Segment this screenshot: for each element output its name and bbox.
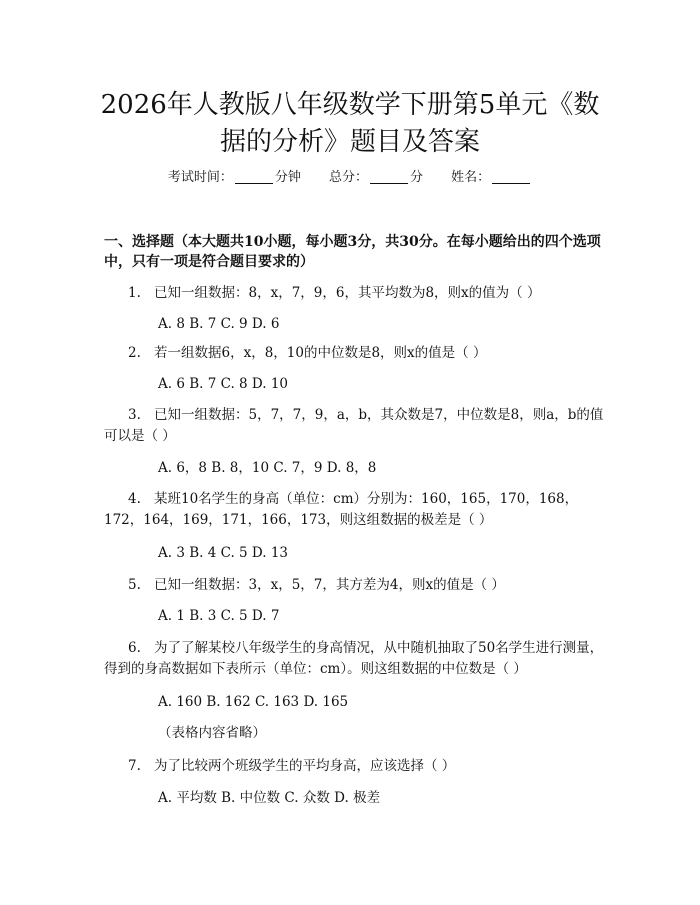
exam-meta xyxy=(0,168,700,188)
question-number: 7. xyxy=(128,758,141,774)
exam-title-line2: 据的分析》题目及答案 xyxy=(219,127,480,157)
question-text: 若一组数据6，x，8，10的中位数是8，则x的值是（ ） xyxy=(154,345,487,361)
exam-time-label: 考试时间： xyxy=(167,170,233,185)
question-6-options: A. 160 B. 162 C. 163 D. 165 xyxy=(158,694,349,710)
question-text: 某班10名学生的身高（单位：cm）分别为：160，165，170，168，172，164，169，171，166，173，则这组数据的极差是（ ） xyxy=(104,491,579,528)
question-number: 4. xyxy=(128,491,141,507)
name-blank xyxy=(492,169,530,184)
question-number: 5. xyxy=(128,577,141,593)
question-5 xyxy=(104,575,604,596)
name-field xyxy=(451,170,532,185)
question-text: 已知一组数据：8，x，7，9，6，其平均数为8，则x的值为（ ） xyxy=(154,285,541,301)
exam-title-line1: 2026年人教版八年级数学下册第5单元《数 xyxy=(100,90,600,120)
question-7 xyxy=(104,756,604,777)
exam-time-unit: 分钟 xyxy=(274,170,301,185)
question-6-note: （表格内容省略） xyxy=(158,725,266,741)
exam-time-field xyxy=(168,170,305,185)
question-text: 已知一组数据：3，x，5，7，其方差为4，则x的值是（ ） xyxy=(154,577,505,593)
total-score-field xyxy=(329,170,427,185)
question-2 xyxy=(104,343,604,364)
question-number: 1. xyxy=(128,285,141,301)
name-label: 姓名： xyxy=(451,170,491,185)
question-4 xyxy=(104,489,604,531)
question-2-options: A. 6 B. 7 C. 8 D. 10 xyxy=(158,376,289,392)
question-3 xyxy=(104,405,604,447)
section-heading: 一、选择题（本大题共10小题，每小题3分，共30分。在每小题给出的四个选项中，只有一项是符合题目要求的） xyxy=(104,234,601,270)
total-score-blank xyxy=(370,169,408,184)
question-text: 为了了解某校八年级学生的身高情况，从中随机抽取了50名学生进行测量，得到的身高数据如下表所示（单位：cm）。则这组数据的中位数是（ ） xyxy=(104,640,604,677)
question-4-options: A. 3 B. 4 C. 5 D. 13 xyxy=(158,545,289,561)
question-1-options: A. 8 B. 7 C. 9 D. 6 xyxy=(158,316,280,332)
question-text: 为了比较两个班级学生的平均身高，应该选择（ ） xyxy=(154,758,456,774)
question-number: 6. xyxy=(128,640,141,656)
question-1 xyxy=(104,283,604,304)
total-score-unit: 分 xyxy=(410,170,424,185)
exam-time-blank xyxy=(235,169,273,184)
question-number: 3. xyxy=(128,407,141,423)
question-text: 已知一组数据：5，7，7，9，a，b，其众数是7，中位数是8，则a，b的值可以是（ ） xyxy=(104,407,604,444)
total-score-label: 总分： xyxy=(328,170,368,185)
question-number: 2. xyxy=(128,345,141,361)
question-3-options: A. 6，8 B. 8，10 C. 7，9 D. 8，8 xyxy=(158,460,377,476)
question-5-options: A. 1 B. 3 C. 5 D. 7 xyxy=(158,608,280,624)
question-6 xyxy=(104,638,604,680)
question-7-options: A. 平均数 B. 中位数 C. 众数 D. 极差 xyxy=(158,790,381,806)
